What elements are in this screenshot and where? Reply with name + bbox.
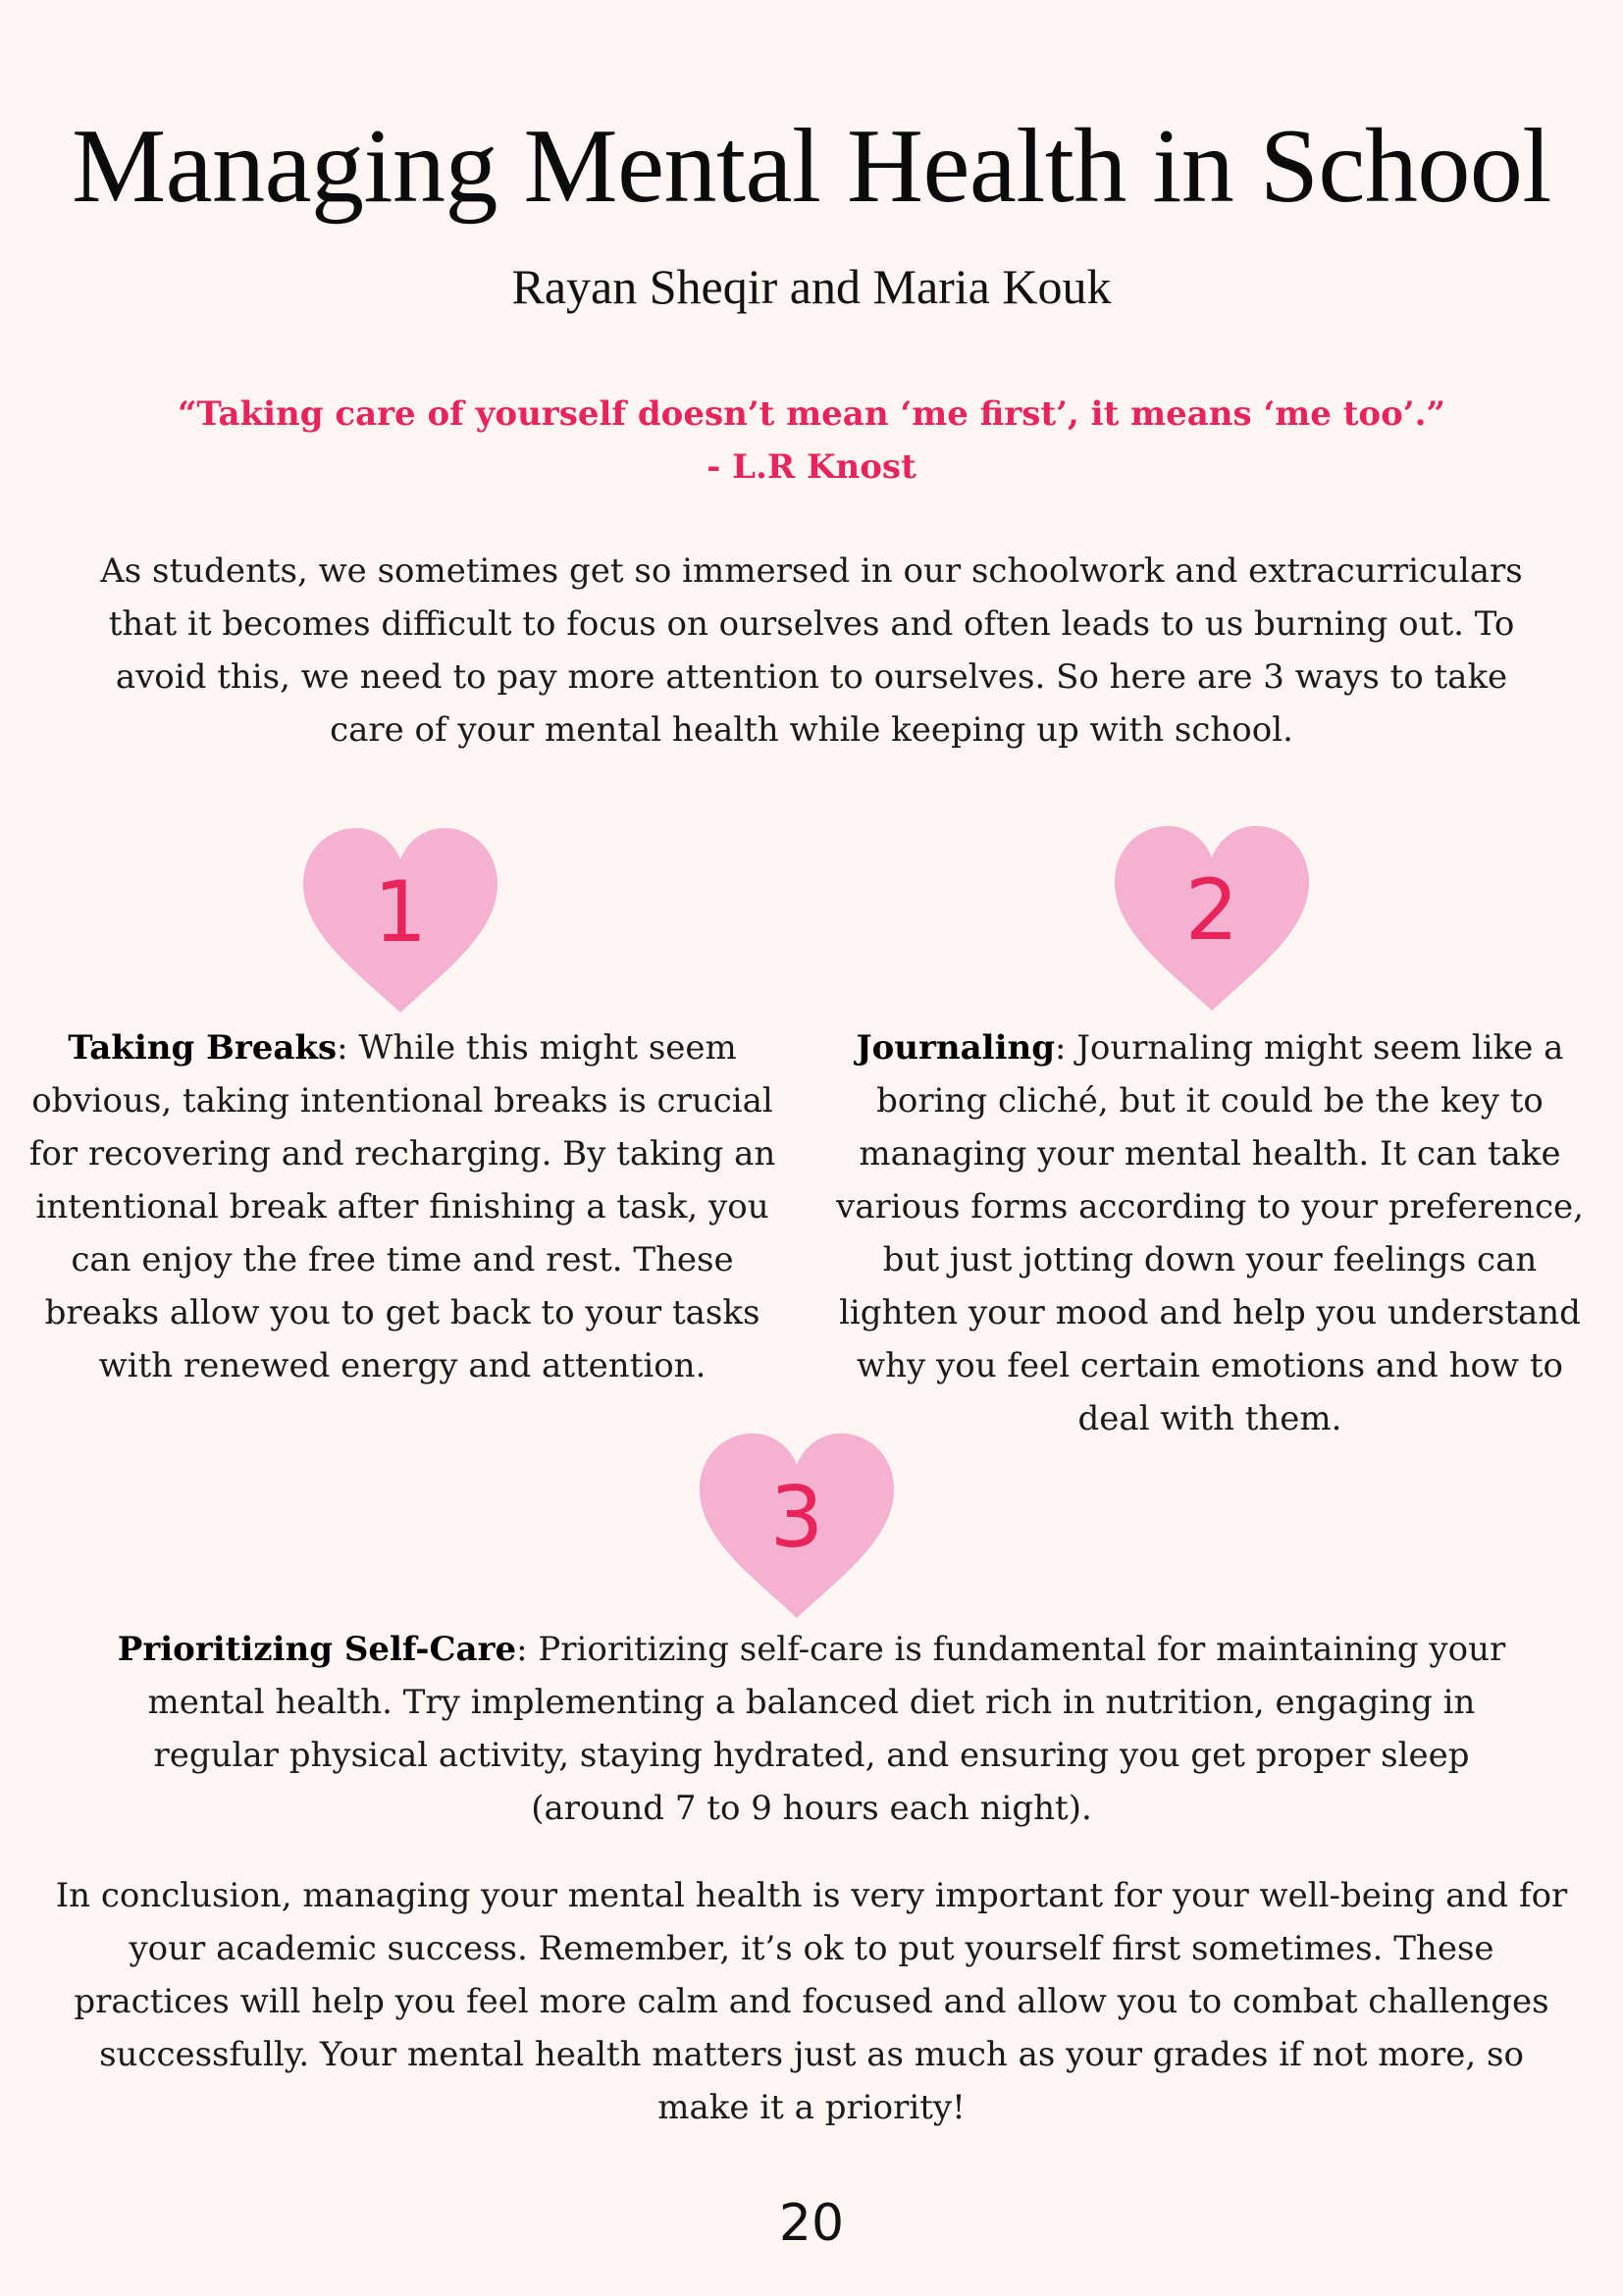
heart-icon <box>694 1430 900 1626</box>
intro-paragraph: As students, we sometimes get so immersed in our schoolwork and extracurriculars that it becomes difficult to focus on ourselves and often leads to us burning out. To avoid this, we need to pay more attention to ourselves. So here are 3 ways to take care of your mental health while keeping up with school. <box>100 551 1523 750</box>
quote-text: “Taking care of yourself doesn’t mean ‘me first’, it means ‘me too’.” <box>177 394 1446 434</box>
tip-taking-breaks <box>20 1021 785 1392</box>
tip-self-care <box>108 1623 1515 1835</box>
heart-icon <box>297 824 503 1020</box>
tip-term: Prioritizing Self-Care <box>117 1630 517 1669</box>
tip-text: : Prioritizing self-care is fundamental for maintaining your mental health. Try implementing a balanced diet rich in nutrition, engaging in regular physical activity, staying hydrated, and ensuring you get proper sleep (around 7 to 9 hours each night). <box>147 1630 1506 1828</box>
tip-text: : While this might seem obvious, taking intentional breaks is crucial for recovering and recharging. By taking an intentional break after finishing a task, you can enjoy the free time and rest. These breaks allow you to get back to your tasks with renewed energy and attention. <box>28 1028 776 1385</box>
page-number: 20 <box>778 2194 845 2253</box>
tip-term: Taking Breaks <box>68 1028 338 1068</box>
tip-journaling <box>822 1021 1597 1445</box>
tip-number: 1 <box>373 863 428 962</box>
tip-number: 2 <box>1184 861 1239 960</box>
pull-quote <box>98 388 1525 494</box>
heart-icon <box>1109 822 1315 1018</box>
tip-term: Journaling <box>856 1028 1056 1068</box>
tip-number: 3 <box>769 1469 824 1567</box>
conclusion-paragraph: In conclusion, managing your mental health is very important for your well-being and for your academic success. Remember, it’s ok to put yourself first sometimes. These practices will help you feel more calm and focused and allow you to combat challenges successfully. Your mental health matters just as much as your grades if not more, so make it a priority! <box>55 1876 1568 2127</box>
page-title: Managing Mental Health in School <box>72 108 1551 225</box>
quote-attribution: - L.R Knost <box>707 447 916 487</box>
authors: Rayan Sheqir and Maria Kouk <box>511 259 1112 314</box>
tip-text: : Journaling might seem like a boring cliché, but it could be the key to managing your mental health. It can take various forms according to your preference, but just jotting down your feelings can lighten your mood and help you understand why you feel certain emotions and how to deal with them. <box>836 1028 1584 1438</box>
